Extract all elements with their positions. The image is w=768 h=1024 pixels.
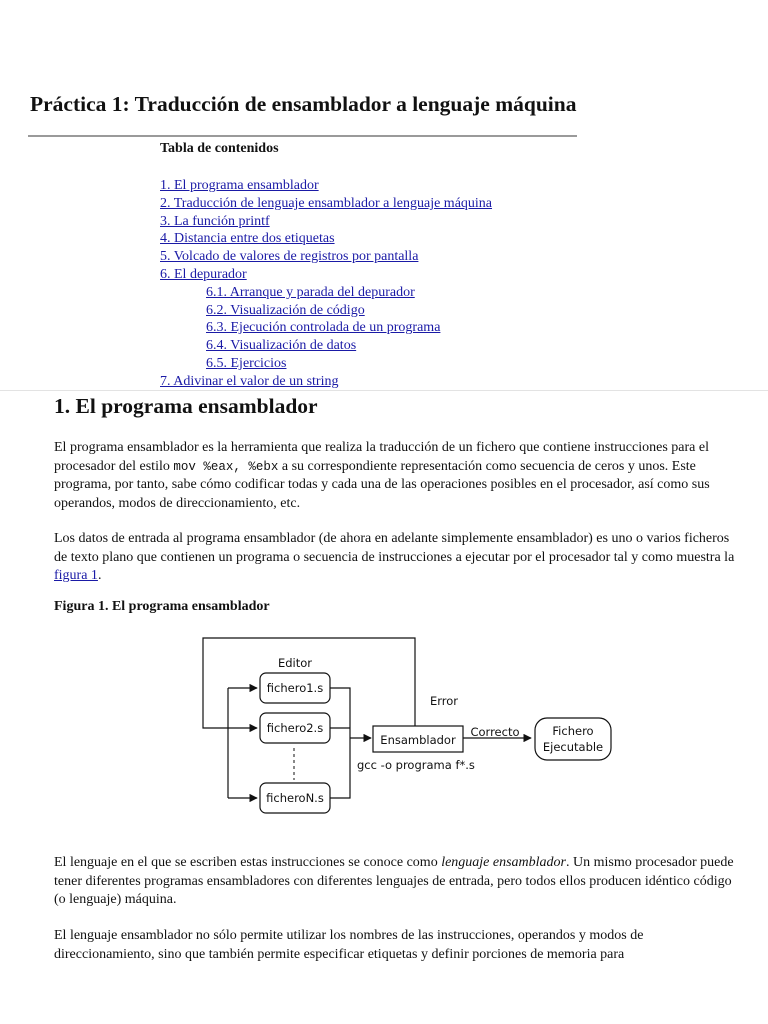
toc-link-5[interactable]: 5. Volcado de valores de registros por pantalla	[160, 249, 419, 265]
executable-label-line2: Ejecutable	[542, 740, 604, 754]
toc-link-2[interactable]: 2. Traducción de lenguaje ensamblador a lenguaje máquina	[160, 195, 493, 211]
file-label-1: fichero1.s	[266, 681, 324, 695]
toc-item	[160, 248, 492, 266]
code-snippet: mov %eax, %ebx	[173, 459, 279, 474]
toc-link-6-4[interactable]: 6.4. Visualización de datos	[206, 338, 357, 354]
paragraph-2	[54, 530, 744, 586]
toc-item	[160, 266, 492, 284]
toc-link-6-3[interactable]: 6.3. Ejecución controlada de un programa	[206, 320, 441, 336]
section-heading: 1. El programa ensamblador	[54, 394, 318, 418]
figure-caption: Figura 1. El programa ensamblador	[54, 599, 270, 614]
toc-item	[160, 213, 492, 231]
file-label-2: fichero2.s	[266, 721, 324, 735]
assembler-label: Ensamblador	[380, 733, 456, 747]
paragraph-4: El lenguaje ensamblador no sólo permite utilizar los nombres de las instrucciones, operandos y modos de direccionamiento, sino que también permite especificar etiquetas y definir porciones de memoria para	[54, 928, 644, 962]
toc-item	[160, 177, 492, 195]
toc-link-4[interactable]: 4. Distancia entre dos etiquetas	[160, 231, 335, 247]
toc-subitem	[160, 337, 492, 355]
toc-subitem	[160, 355, 492, 373]
paragraph-text: El programa ensamblador es la herramienta que realiza la traducción de un fichero que contiene instrucciones para el procesador del estilo	[54, 440, 709, 474]
table-of-contents	[160, 177, 492, 391]
figure-link[interactable]: figura 1	[54, 568, 98, 583]
toc-subitem	[160, 284, 492, 302]
toc-link-7[interactable]: 7. Adivinar el valor de un string	[160, 373, 339, 389]
assembler-diagram	[195, 630, 615, 825]
paragraph-text: El lenguaje en el que se escriben estas instrucciones se conoce como	[54, 855, 442, 870]
page-title: Práctica 1: Traducción de ensamblador a lenguaje máquina	[30, 92, 577, 116]
toc-link-3[interactable]: 3. La función printf	[160, 213, 270, 229]
toc-item	[160, 195, 492, 213]
file-label-n: ficheroN.s	[266, 791, 324, 805]
paragraph-text: .	[97, 568, 102, 583]
toc-subitem	[160, 319, 492, 337]
error-label: Error	[430, 694, 459, 708]
toc-subitem	[160, 302, 492, 320]
paragraph-text: Los datos de entrada al programa ensamblador (de ahora en adelante simplemente ensamblador) es uno o varios ficheros de texto plano que contienen un programa o secuencia de instrucciones a ejecutar por el procesador tal y como muestra la	[54, 531, 735, 565]
editor-label: Editor	[277, 656, 313, 670]
section-divider	[0, 390, 768, 391]
paragraph-text: a su correspondiente representación como secuencia de ceros y unos. Este programa, por tanto, sabe cómo codificar todas y cada una de las operaciones posibles en el procesador, así como sus operandos, modos de direccionamiento, etc.	[54, 458, 710, 511]
toc-link-1[interactable]: 1. El programa ensamblador	[160, 178, 319, 193]
paragraph-1	[54, 439, 744, 513]
emphasis-term: lenguaje ensamblador	[441, 855, 567, 870]
toc-link-6-2[interactable]: 6.2. Visualización de código	[206, 302, 365, 318]
toc-heading: Tabla de contenidos	[160, 141, 279, 156]
toc-item	[160, 373, 492, 391]
collector-line	[330, 688, 350, 798]
title-divider	[28, 135, 577, 137]
toc-link-6-5[interactable]: 6.5. Ejercicios	[206, 355, 287, 371]
correct-label: Correcto	[470, 725, 520, 739]
paragraph-3	[54, 854, 744, 910]
toc-item	[160, 230, 492, 248]
paragraph-text: . Un mismo procesador puede tener diferentes programas ensambladores con diferentes lenguajes de entrada, pero todos ellos producen idéntico código (o lenguaje) máquina.	[54, 855, 734, 907]
toc-link-6[interactable]: 6. El depurador	[160, 266, 247, 282]
toc-link-6-1[interactable]: 6.1. Arranque y parada del depurador	[206, 284, 415, 300]
gcc-command-label: gcc -o programa f*.s	[357, 758, 475, 772]
executable-label-line1: Fichero	[552, 724, 594, 738]
